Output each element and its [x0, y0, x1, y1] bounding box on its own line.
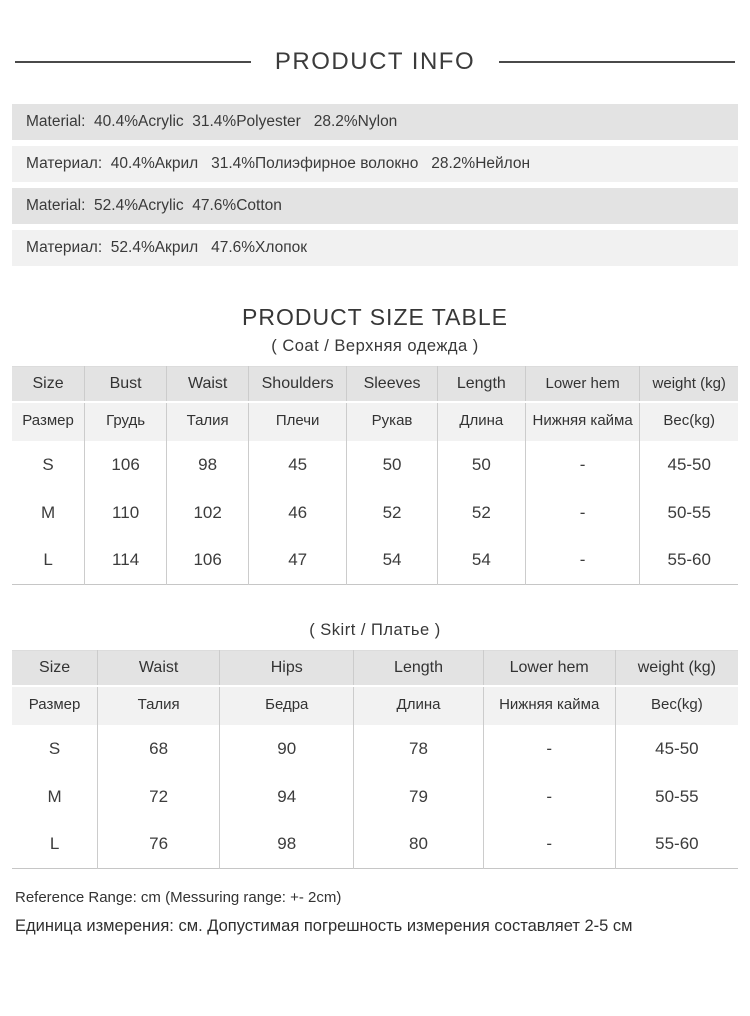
footnote-en: Reference Range: cm (Messuring range: +- 2cm) — [15, 889, 342, 906]
coat-s-bust: 106 — [85, 441, 167, 489]
skirt-header-weight-ru: Вес(kg) — [615, 686, 738, 725]
coat-l-lower-hem: - — [525, 537, 640, 585]
skirt-m-hips: 94 — [220, 773, 354, 821]
coat-header-waist: Waist — [167, 367, 249, 402]
skirt-l-lower-hem: - — [483, 821, 615, 869]
skirt-header-hips: Hips — [220, 651, 354, 686]
skirt-l-hips: 98 — [220, 821, 354, 869]
skirt-s-lower-hem: - — [483, 725, 615, 773]
coat-m-waist: 102 — [167, 489, 249, 537]
skirt-header-size-ru: Размер — [12, 686, 98, 725]
material-row-en-1: Material: 40.4%Acrylic 31.4%Polyester 28.2%Nylon — [12, 104, 738, 140]
skirt-header-weight: weight (kg) — [615, 651, 738, 686]
coat-header-size-ru: Размер — [12, 402, 85, 441]
coat-row-s — [12, 441, 738, 489]
coat-m-bust: 110 — [85, 489, 167, 537]
materials-section — [12, 104, 738, 266]
product-info-header — [15, 47, 735, 77]
material-row-ru-1: Материал: 40.4%Акрил 31.4%Полиэфирное волокно 28.2%Нейлон — [12, 146, 738, 182]
coat-header-weight: weight (kg) — [640, 367, 738, 402]
coat-header-weight-ru: Вес(kg) — [640, 402, 738, 441]
title-right-line — [499, 61, 735, 63]
coat-m-weight: 50-55 — [640, 489, 738, 537]
coat-size-table — [12, 366, 738, 585]
page-title: PRODUCT INFO — [274, 48, 476, 75]
skirt-header-size: Size — [12, 651, 98, 686]
coat-s-length: 50 — [437, 441, 525, 489]
skirt-subtitle: ( Skirt / Платье ) — [309, 621, 441, 639]
skirt-m-size: M — [12, 773, 98, 821]
skirt-s-hips: 90 — [220, 725, 354, 773]
coat-row-l — [12, 537, 738, 585]
skirt-l-size: L — [12, 821, 98, 869]
skirt-size-table — [12, 650, 738, 869]
skirt-l-length: 80 — [354, 821, 483, 869]
skirt-header-lower-hem-ru: Нижняя кайма — [483, 686, 615, 725]
coat-header-shoulders: Shoulders — [249, 367, 347, 402]
coat-header-bust-ru: Грудь — [85, 402, 167, 441]
skirt-header-hips-ru: Бедра — [220, 686, 354, 725]
coat-m-sleeves: 52 — [347, 489, 438, 537]
skirt-l-weight: 55-60 — [615, 821, 738, 869]
coat-l-size: L — [12, 537, 85, 585]
skirt-l-waist: 76 — [98, 821, 220, 869]
coat-header-row-ru — [12, 402, 738, 441]
skirt-header-length: Length — [354, 651, 483, 686]
coat-header-waist-ru: Талия — [167, 402, 249, 441]
footnote-ru: Единица измерения: см. Допустимая погрешность измерения составляет 2-5 см — [15, 917, 633, 935]
title-left-line — [15, 61, 251, 63]
coat-header-row-en — [12, 367, 738, 402]
coat-m-length: 52 — [437, 489, 525, 537]
skirt-s-length: 78 — [354, 725, 483, 773]
coat-l-bust: 114 — [85, 537, 167, 585]
coat-s-shoulders: 45 — [249, 441, 347, 489]
size-table-title: PRODUCT SIZE TABLE — [242, 304, 508, 330]
coat-row-m — [12, 489, 738, 537]
coat-s-weight: 45-50 — [640, 441, 738, 489]
skirt-s-size: S — [12, 725, 98, 773]
material-row-en-2: Material: 52.4%Acrylic 47.6%Cotton — [12, 188, 738, 224]
coat-header-bust: Bust — [85, 367, 167, 402]
coat-header-shoulders-ru: Плечи — [249, 402, 347, 441]
skirt-m-length: 79 — [354, 773, 483, 821]
coat-l-waist: 106 — [167, 537, 249, 585]
skirt-header-row-ru — [12, 686, 738, 725]
skirt-row-m — [12, 773, 738, 821]
coat-s-size: S — [12, 441, 85, 489]
coat-m-lower-hem: - — [525, 489, 640, 537]
coat-header-size: Size — [12, 367, 85, 402]
coat-l-sleeves: 54 — [347, 537, 438, 585]
coat-header-sleeves-ru: Рукав — [347, 402, 438, 441]
coat-s-waist: 98 — [167, 441, 249, 489]
coat-l-shoulders: 47 — [249, 537, 347, 585]
coat-header-length-ru: Длина — [437, 402, 525, 441]
footnote-section — [15, 887, 735, 939]
skirt-m-waist: 72 — [98, 773, 220, 821]
skirt-header-length-ru: Длина — [354, 686, 483, 725]
coat-subtitle: ( Coat / Верхняя одежда ) — [271, 337, 479, 355]
coat-header-lower-hem-ru: Нижняя кайма — [525, 402, 640, 441]
skirt-s-waist: 68 — [98, 725, 220, 773]
coat-l-length: 54 — [437, 537, 525, 585]
material-row-ru-2: Материал: 52.4%Акрил 47.6%Хлопок — [12, 230, 738, 266]
skirt-header-waist: Waist — [98, 651, 220, 686]
skirt-header-waist-ru: Талия — [98, 686, 220, 725]
coat-m-size: M — [12, 489, 85, 537]
product-info-page — [0, 47, 750, 939]
coat-s-sleeves: 50 — [347, 441, 438, 489]
coat-m-shoulders: 46 — [249, 489, 347, 537]
skirt-m-lower-hem: - — [483, 773, 615, 821]
coat-header-lower-hem: Lower hem — [525, 367, 640, 402]
skirt-row-l — [12, 821, 738, 869]
skirt-header-row-en — [12, 651, 738, 686]
coat-l-weight: 55-60 — [640, 537, 738, 585]
skirt-row-s — [12, 725, 738, 773]
coat-header-sleeves: Sleeves — [347, 367, 438, 402]
skirt-header-lower-hem: Lower hem — [483, 651, 615, 686]
coat-header-length: Length — [437, 367, 525, 402]
coat-s-lower-hem: - — [525, 441, 640, 489]
skirt-m-weight: 50-55 — [615, 773, 738, 821]
skirt-s-weight: 45-50 — [615, 725, 738, 773]
